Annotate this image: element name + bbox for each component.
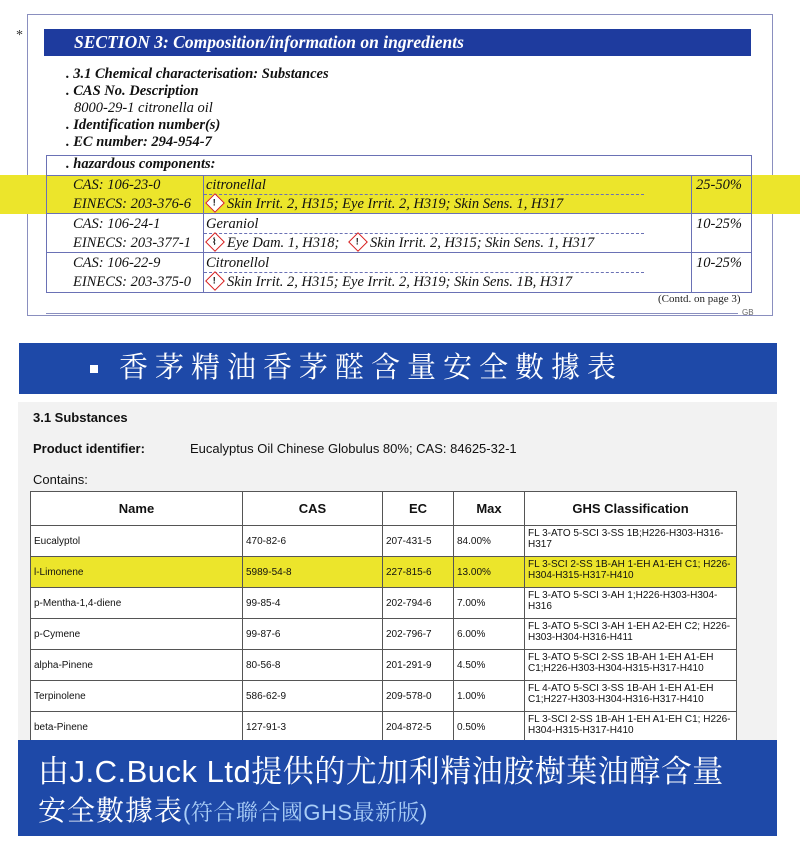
band-title-line-2 — [38, 793, 428, 831]
component-row-citronellol — [46, 253, 752, 292]
cell-cas: 470-82-6 — [243, 526, 383, 557]
cell-name: p-Cymene — [31, 619, 243, 650]
cell-name: l-Limonene — [31, 557, 243, 588]
cell-ghs: FL 3-ATO 5-SCI 2-SS 1B-AH 1-EH A1-EH C1;H226-H303-H304-H315-H317-H410 — [525, 650, 737, 681]
hazard-statement: Eye Dam. 1, H318; — [227, 235, 340, 251]
component-name: citronellal — [206, 177, 266, 193]
substances-heading: 3.1 Substances — [33, 410, 128, 425]
table-row — [31, 712, 737, 743]
band-title: 香茅精油香茅醛含量安全數據表 — [119, 352, 624, 384]
cell-ghs: FL 3-ATO 5-SCI 3-AH 1;H226-H303-H304-H316 — [525, 588, 737, 619]
component-percent: 10-25% — [696, 216, 742, 232]
cell-ec: 202-796-7 — [383, 619, 454, 650]
cell-ghs: FL 3-ATO 5-SCI 3-SS 1B;H226-H303-H316-H317 — [525, 526, 737, 557]
component-name: Geraniol — [206, 216, 259, 232]
component-cas: CAS: 106-23-0 — [73, 177, 161, 193]
table-row — [31, 557, 737, 588]
column-header: CAS — [243, 492, 383, 526]
component-row-citronellal — [46, 175, 752, 214]
chemical-characterisation-line: . 3.1 Chemical characterisation: Substances — [66, 66, 329, 82]
cell-cas: 80-56-8 — [243, 650, 383, 681]
cell-cas: 5989-54-8 — [243, 557, 383, 588]
cell-max: 0.50% — [454, 712, 525, 743]
cell-max: 7.00% — [454, 588, 525, 619]
section-header: SECTION 3: Composition/information on ingredients — [44, 29, 751, 56]
table-row — [31, 588, 737, 619]
component-hazards — [206, 274, 572, 291]
cell-ghs: FL 3-SCI 2-SS 1B-AH 1-EH A1-EH C1; H226-H304-H315-H317-H410 — [525, 557, 737, 588]
sds-substances — [18, 402, 777, 740]
product-identifier-label: Product identifier: — [33, 441, 145, 456]
component-einecs: EINECS: 203-377-1 — [73, 235, 191, 251]
cell-max: 13.00% — [454, 557, 525, 588]
cell-max: 4.50% — [454, 650, 525, 681]
component-einecs: EINECS: 203-376-6 — [73, 196, 191, 212]
title-band-eucalyptus — [18, 740, 777, 836]
cas-value-line: 8000-29-1 citronella oil — [74, 100, 213, 116]
table-row — [31, 619, 737, 650]
exclamation-pictogram-icon: ! — [205, 193, 225, 213]
cell-max: 84.00% — [454, 526, 525, 557]
cell-cas: 127-91-3 — [243, 712, 383, 743]
cell-name: alpha-Pinene — [31, 650, 243, 681]
band-title-line-1: 由J.C.Buck Ltd提供的尤加利精油胺樹葉油醇含量 — [38, 754, 724, 789]
component-cas: CAS: 106-24-1 — [73, 216, 161, 232]
hazard-statement: Skin Irrit. 2, H315; Eye Irrit. 2, H319; Skin Sens. 1B, H317 — [227, 274, 573, 290]
table-row — [31, 526, 737, 557]
exclamation-pictogram-icon: ! — [348, 232, 368, 252]
cell-cas: 99-87-6 — [243, 619, 383, 650]
exclamation-pictogram-icon: ! — [205, 271, 225, 291]
cell-cas: 99-85-4 — [243, 588, 383, 619]
column-header: Name — [31, 492, 243, 526]
continued-note: (Contd. on page 3) — [658, 293, 741, 305]
cell-ghs: FL 4-ATO 5-SCI 3-SS 1B-AH 1-EH A1-EH C1;H227-H303-H304-H316-H317-H410 — [525, 681, 737, 712]
cell-ec: 204-872-5 — [383, 712, 454, 743]
cell-ec: 209-578-0 — [383, 681, 454, 712]
cell-ghs: FL 3-SCI 2-SS 1B-AH 1-EH A1-EH C1; H226-H304-H315-H317-H410 — [525, 712, 737, 743]
asterisk-mark: * — [16, 28, 23, 43]
table-row — [31, 681, 737, 712]
title-band-citronella — [19, 343, 777, 394]
column-header: GHS Classification — [525, 492, 737, 526]
component-einecs: EINECS: 203-375-0 — [73, 274, 191, 290]
band-title-main: 安全數據表 — [38, 795, 184, 826]
cell-cas: 586-62-9 — [243, 681, 383, 712]
component-hazards — [206, 196, 563, 213]
component-hazards — [206, 235, 594, 252]
component-row-geraniol — [46, 214, 752, 253]
cell-ec: 227-815-6 — [383, 557, 454, 588]
composition-table — [30, 491, 737, 743]
component-percent: 10-25% — [696, 255, 742, 271]
cell-ec: 201-291-9 — [383, 650, 454, 681]
cell-max: 1.00% — [454, 681, 525, 712]
cas-description-line: . CAS No. Description — [66, 83, 199, 99]
cell-name: Terpinolene — [31, 681, 243, 712]
sds-section-3 — [0, 0, 800, 330]
product-identifier-value: Eucalyptus Oil Chinese Globulus 80%; CAS: 84625-32-1 — [190, 441, 517, 456]
cell-name: p-Mentha-1,4-diene — [31, 588, 243, 619]
ec-number-line: . EC number: 294-954-7 — [66, 134, 212, 150]
component-cas: CAS: 106-22-9 — [73, 255, 161, 271]
column-header: EC — [383, 492, 454, 526]
component-name: Citronellol — [206, 255, 270, 271]
hazard-statement: Skin Irrit. 2, H315; Eye Irrit. 2, H319; Skin Sens. 1, H317 — [227, 196, 564, 212]
table-row — [31, 650, 737, 681]
identification-number-line: . Identification number(s) — [66, 117, 221, 133]
cell-ec: 207-431-5 — [383, 526, 454, 557]
band-title-subtitle: (符合聯合國GHS最新版) — [183, 800, 428, 825]
cell-ghs: FL 3-ATO 5-SCI 3-AH 1-EH A2-EH C2; H226-H303-H304-H316-H411 — [525, 619, 737, 650]
hazard-statement: Skin Irrit. 2, H315; Skin Sens. 1, H317 — [369, 235, 595, 251]
table-header-row — [31, 492, 737, 526]
cell-ec: 202-794-6 — [383, 588, 454, 619]
column-header: Max — [454, 492, 525, 526]
component-percent: 25-50% — [696, 177, 742, 193]
corrosion-pictogram-icon: ⌇ — [205, 232, 225, 252]
bullet-square-icon — [90, 365, 98, 373]
cell-name: beta-Pinene — [31, 712, 243, 743]
hazardous-components-title: . hazardous components: — [66, 156, 216, 172]
footer-code: GB — [742, 308, 754, 317]
contains-label: Contains: — [33, 472, 88, 487]
cell-name: Eucalyptol — [31, 526, 243, 557]
footer-line — [46, 313, 738, 314]
cell-max: 6.00% — [454, 619, 525, 650]
